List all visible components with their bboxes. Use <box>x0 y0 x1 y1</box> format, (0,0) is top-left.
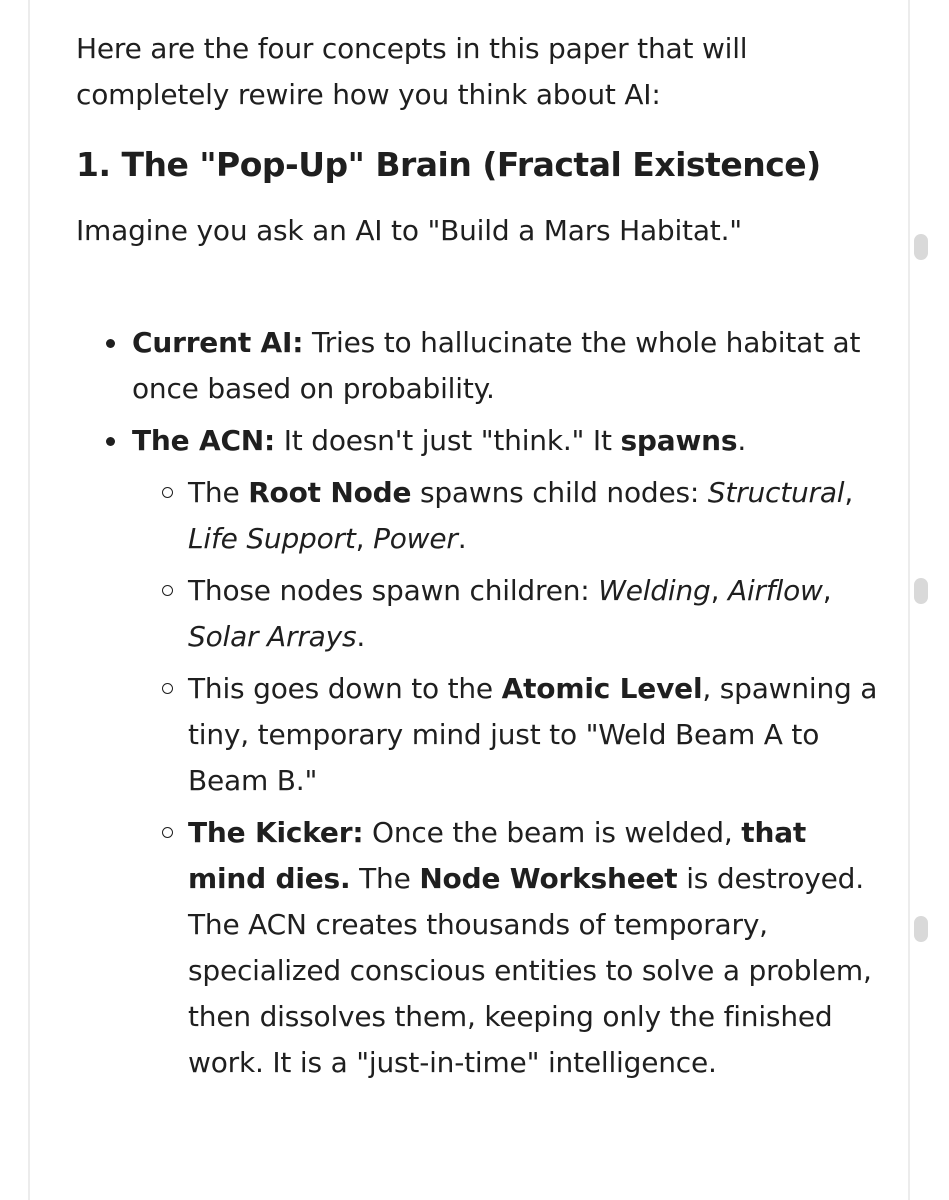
bullet-disc-icon <box>106 339 115 348</box>
sub-bullet-atomic-level <box>132 666 888 804</box>
intro-paragraph: Here are the four concepts in this paper that will completely rewire how you think about AI: <box>76 32 748 111</box>
sub-bullet-list <box>132 470 888 1086</box>
text: The <box>350 862 420 895</box>
sub-bullet-root-node <box>132 470 888 562</box>
bullet-current-ai <box>76 320 888 412</box>
bullet-circle-icon <box>162 585 173 596</box>
text: spawns child nodes: <box>411 476 708 509</box>
bold-text: The Kicker: <box>188 816 364 849</box>
scroll-marker[interactable] <box>914 578 928 604</box>
text: , <box>822 574 832 607</box>
bullet-circle-icon <box>162 487 173 498</box>
bullet-acn <box>76 418 888 1086</box>
italic-text: Airflow <box>727 574 823 607</box>
sub-bullet-kicker <box>132 810 888 1086</box>
bold-text: Root Node <box>248 476 412 509</box>
right-border <box>908 0 910 1200</box>
section-heading: 1. The "Pop-Up" Brain (Fractal Existence) <box>76 145 821 184</box>
bullet-list <box>76 320 888 1086</box>
italic-text: Life Support <box>188 522 356 555</box>
bold-text: Node Worksheet <box>419 862 678 895</box>
text: . <box>457 522 467 555</box>
text: , <box>355 522 374 555</box>
italic-text: Structural <box>707 476 845 509</box>
text: , <box>710 574 728 607</box>
text: This goes down to the <box>188 672 502 705</box>
text: The <box>188 476 249 509</box>
bullet-text: . <box>737 424 747 457</box>
lead-paragraph: Imagine you ask an AI to "Build a Mars Habitat." <box>76 214 742 247</box>
bullet-disc-icon <box>106 437 115 446</box>
bold-text: that mind dies. <box>188 816 807 895</box>
bullet-label: The ACN: <box>132 424 276 457</box>
bullet-circle-icon <box>162 827 173 838</box>
scroll-marker[interactable] <box>914 234 928 260</box>
bullet-text: It doesn't just "think." It <box>275 424 621 457</box>
text: , <box>844 476 854 509</box>
left-border <box>28 0 30 1200</box>
bullet-emphasis: spawns <box>620 424 738 457</box>
text: Once the beam is welded, <box>363 816 742 849</box>
bullet-label: Current AI: <box>132 326 304 359</box>
text: is destroyed. The ACN creates thousands of temporary, specialized conscious entities to solve a problem, then dissolves them, keeping only the finished work. It is a "just-in-time" intelligence. <box>188 862 872 1079</box>
scroll-marker[interactable] <box>914 916 928 942</box>
italic-text: Welding <box>598 574 711 607</box>
bullet-text: Tries to hallucinate the whole habitat at once based on probability. <box>132 326 861 405</box>
sub-bullet-children <box>132 568 888 660</box>
text: , spawning a tiny, temporary mind just to "Weld Beam A to Beam B." <box>188 672 878 797</box>
text: Those nodes spawn children: <box>188 574 599 607</box>
bullet-circle-icon <box>162 683 173 694</box>
message-content <box>76 26 888 1092</box>
italic-text: Power <box>373 522 458 555</box>
bold-text: Atomic Level <box>501 672 703 705</box>
text: . <box>356 620 366 653</box>
italic-text: Solar Arrays <box>188 620 357 653</box>
